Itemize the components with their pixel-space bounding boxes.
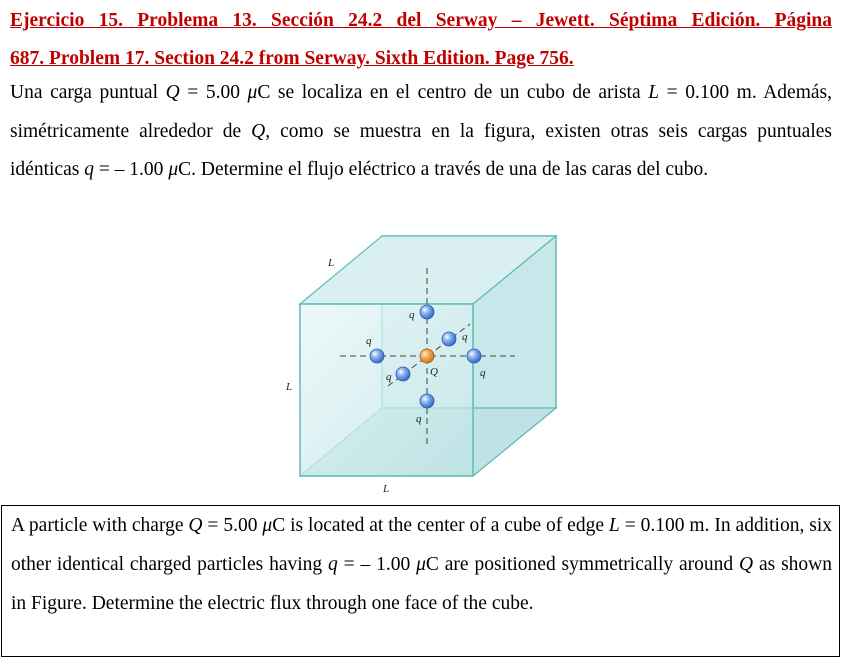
text-run: A particle with charge [11, 515, 189, 536]
english-problem-text [11, 506, 832, 623]
label-q-right: q [480, 367, 486, 379]
english-translation-box [1, 505, 840, 657]
charge-q-right [467, 349, 481, 363]
label-q-front: q [386, 371, 392, 383]
charge-Q-center [420, 349, 434, 363]
symbol-mu: μ [168, 159, 179, 180]
label-q-back: q [462, 331, 468, 343]
symbol-q: q [84, 159, 94, 180]
label-L-top: L [328, 257, 335, 269]
exercise-heading [10, 2, 832, 78]
label-q-bottom: q [416, 413, 422, 425]
symbol-mu: μ [262, 515, 273, 536]
charge-q-bottom [420, 394, 434, 408]
charge-q-back [442, 332, 456, 346]
heading-line-2: 687. Problem 17. Section 24.2 from Serway. Sixth Edition. Page 756. [10, 48, 574, 69]
text-run: C is located at the center of a cube of edge [272, 515, 609, 536]
charge-q-front [396, 367, 410, 381]
symbol-L: L [608, 515, 620, 536]
heading-line-1: Ejercicio 15. Problema 13. Sección 24.2 del Serway – Jewett. Séptima Edición. Página [10, 10, 832, 31]
text-run: C are positioned symmetrically around [425, 554, 739, 575]
symbol-Q: Q [251, 120, 266, 142]
symbol-Q: Q [188, 515, 203, 536]
text-run: = – 1.00 [337, 554, 417, 575]
cube-figure [270, 228, 570, 498]
text-run: C. Determine el flujo eléctrico a través de una de las caras del cubo. [178, 159, 709, 180]
text-run: = 0.100 m. Además, simétricamente alrededor de [10, 82, 832, 142]
label-L-bottom: L [383, 483, 390, 495]
label-Q-center: Q [430, 366, 438, 378]
symbol-L: L [648, 82, 660, 103]
text-run: = 0.100 m. In addition, six other identical charged particles having [11, 515, 832, 575]
cube-diagram [270, 228, 570, 498]
text-run: as shown in Figure. Determine the electric flux through one face of the cube. [11, 554, 832, 614]
symbol-Q: Q [165, 82, 180, 103]
text-run: Una carga puntual [10, 82, 166, 103]
text-run: C se localiza en el centro de un cubo de arista [257, 82, 649, 103]
charge-q-left [370, 349, 384, 363]
symbol-mu: μ [416, 554, 426, 575]
text-run: = – 1.00 [93, 159, 169, 180]
label-L-left: L [286, 381, 293, 393]
text-run: , como se muestra en la figura, existen otras seis cargas puntuales idénticas [10, 120, 833, 180]
text-run: = 5.00 [179, 82, 248, 103]
cube-front-face [300, 304, 473, 476]
text-run: = 5.00 [202, 515, 263, 536]
charge-q-top [420, 305, 434, 319]
symbol-Q: Q [739, 554, 754, 575]
label-q-top: q [409, 309, 415, 321]
spanish-problem-text [10, 74, 832, 190]
symbol-mu: μ [247, 82, 258, 103]
symbol-q: q [328, 554, 338, 575]
label-q-left: q [366, 335, 372, 347]
